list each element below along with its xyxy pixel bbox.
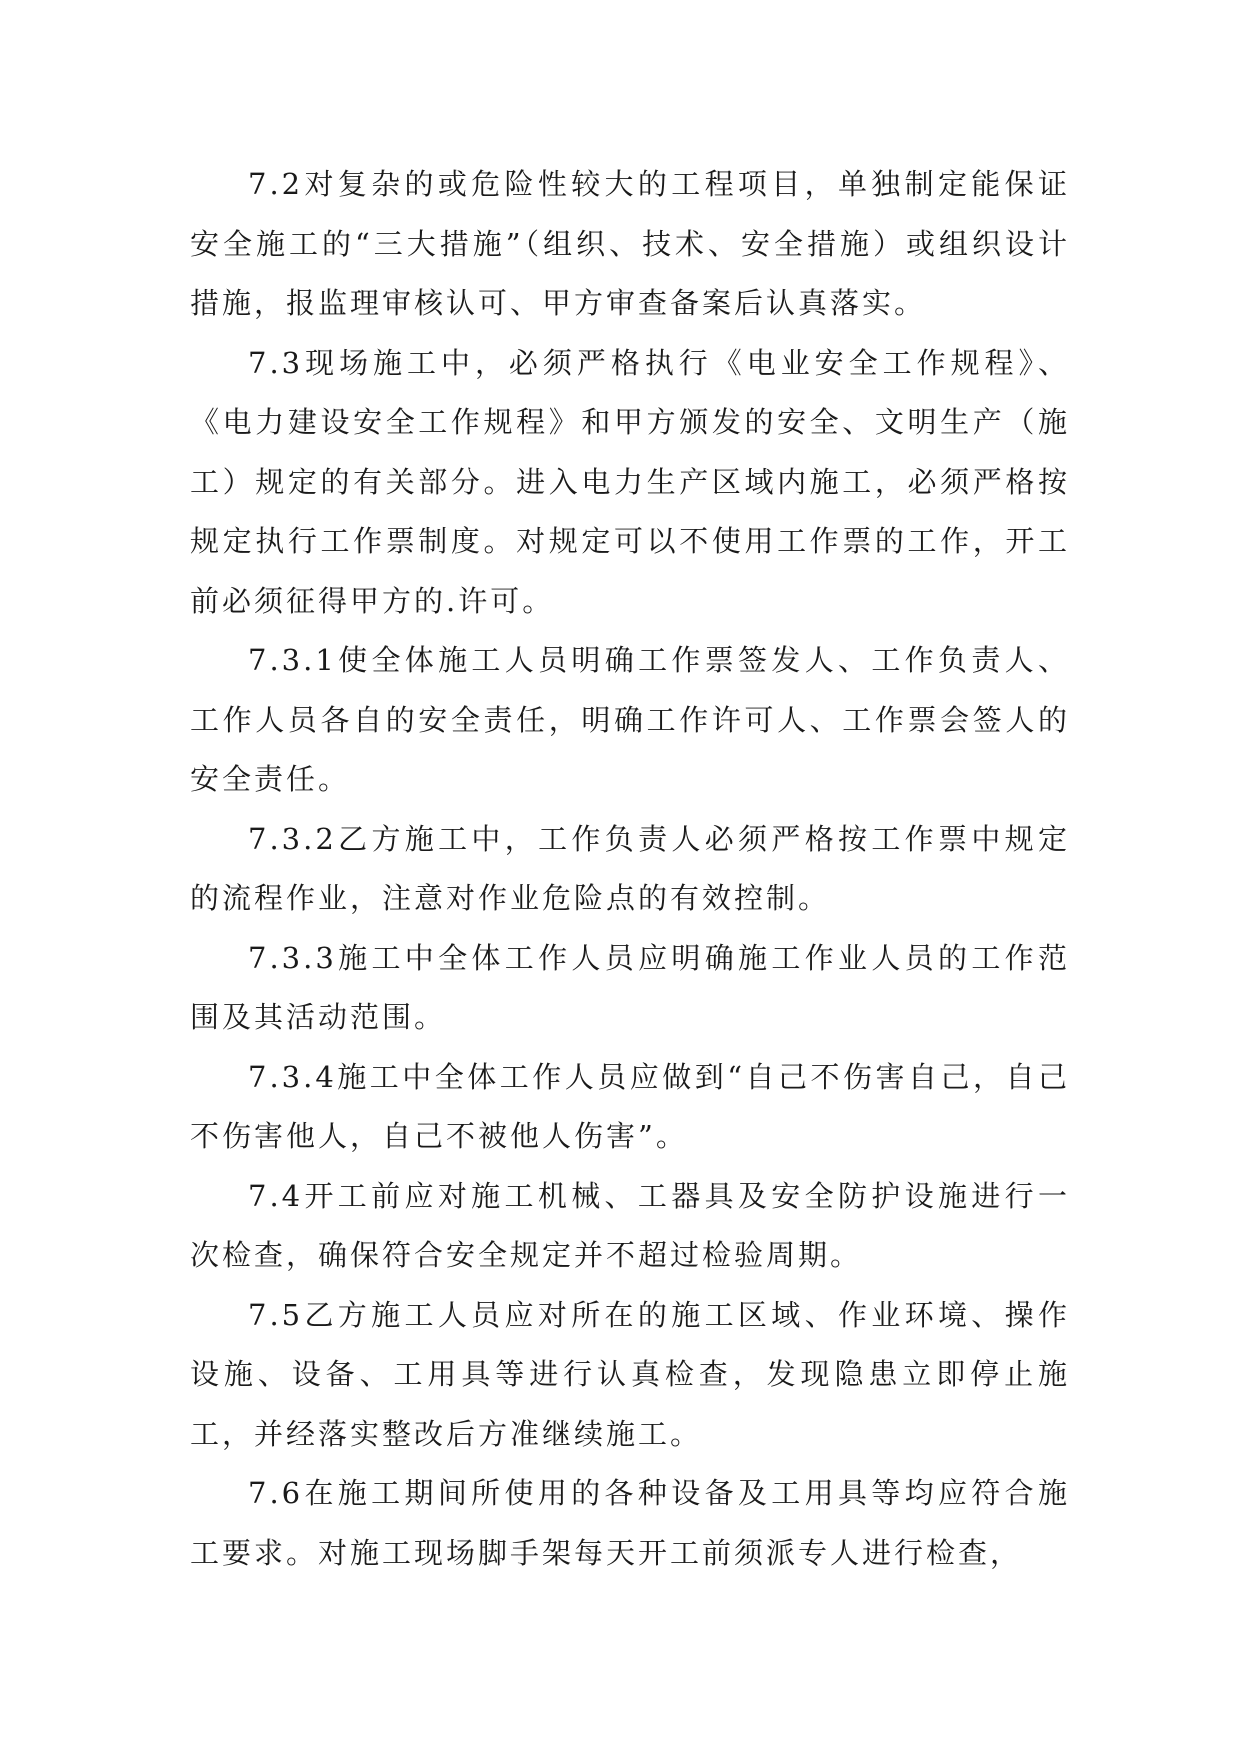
paragraph-7-3-1: 7.3.1使全体施工人员明确工作票签发人、工作负责人、工作人员各自的安全责任，明确工作许可人、工作票会签人的安全责任。 bbox=[190, 643, 1070, 796]
paragraph-7-6: 7.6在施工期间所使用的各种设备及工用具等均应符合施工要求。对施工现场脚手架每天开工前须派专人进行检查， bbox=[190, 1476, 1070, 1570]
paragraph-7-5: 7.5乙方施工人员应对所在的施工区域、作业环境、操作设施、设备、工用具等进行认真检查，发现隐患立即停止施工，并经落实整改后方准继续施工。 bbox=[190, 1297, 1070, 1451]
paragraph-7-4: 7.4开工前应对施工机械、工器具及安全防护设施进行一次检查，确保符合安全规定并不超过检验周期。 bbox=[190, 1178, 1070, 1272]
paragraph-7-2: 7.2对复杂的或危险性较大的工程项目，单独制定能保证安全施工的“三大措施”（组织、技术、安全措施）或组织设计措施，报监理审核认可、甲方审查备案后认真落实。 bbox=[190, 167, 1070, 320]
paragraph-7-3-4: 7.3.4施工中全体工作人员应做到“自己不伤害自己，自己不伤害他人，自己不被他人伤害”。 bbox=[190, 1059, 1070, 1153]
paragraph-7-3-2: 7.3.2乙方施工中，工作负责人必须严格按工作票中规定的流程作业，注意对作业危险点的有效控制。 bbox=[190, 821, 1070, 915]
paragraph-7-3-3: 7.3.3施工中全体工作人员应明确施工作业人员的工作范围及其活动范围。 bbox=[190, 940, 1070, 1034]
paragraph-7-3: 7.3现场施工中，必须严格执行《电业安全工作规程》、《电力建设安全工作规程》和甲方颁发的安全、文明生产（施工）规定的有关部分。进入电力生产区域内施工，必须严格按规定执行工作票制度。对规定可以不使用工作票的工作，开工前必须征得甲方的.许可。 bbox=[190, 345, 1070, 618]
document-body bbox=[190, 155, 1070, 1583]
